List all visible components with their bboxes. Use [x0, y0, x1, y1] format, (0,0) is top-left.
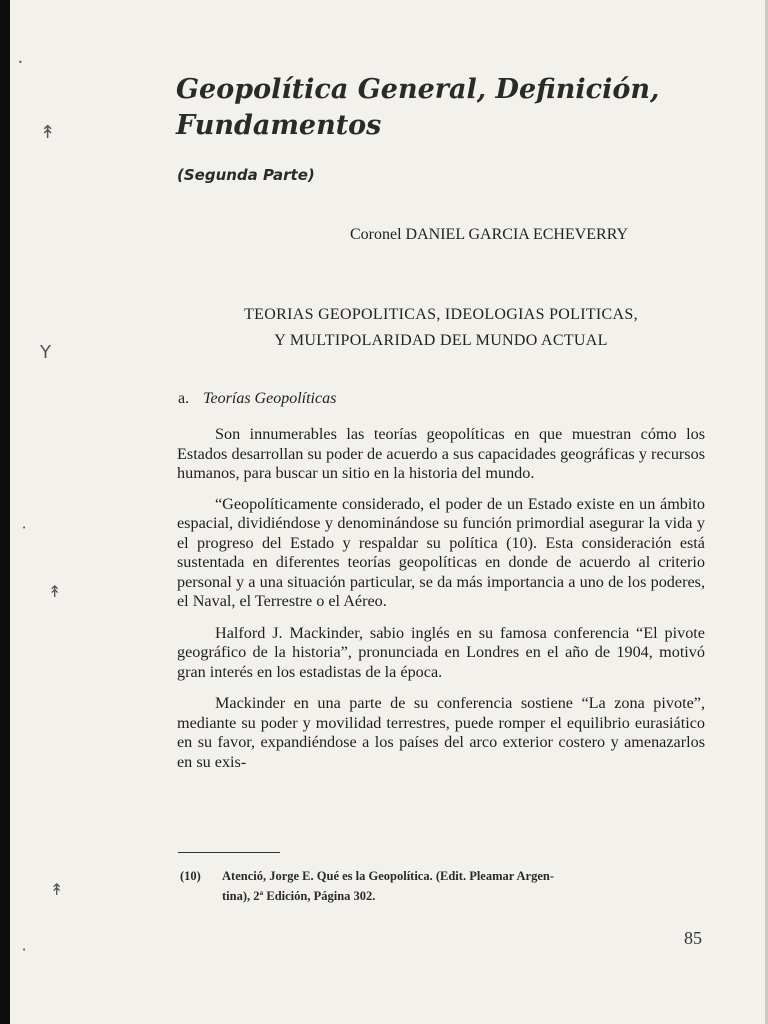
article-body — [177, 425, 705, 784]
scan-speck: ↟ — [50, 880, 64, 899]
author-byline: Coronel DANIEL GARCIA ECHEVERRY — [350, 226, 629, 243]
subsection-heading — [178, 390, 336, 408]
section-heading-line-1: TEORIAS GEOPOLITICAS, IDEOLOGIAS POLITICAS, — [244, 306, 638, 323]
paragraph: Son innumerables las teorías geopolíticas en que muestran cómo los Estados desarrollan su poder de acuerdo a sus capacidades geográficas y recursos humanos, para buscar un sitio en la historia del mundo. — [177, 425, 705, 482]
footnote — [180, 866, 708, 906]
footnote-line-1: Atenció, Jorge E. Qué es la Geopolítica. (Edit. Pleamar Argen- — [222, 869, 555, 883]
scan-speck: Y — [40, 342, 51, 363]
footnote-number: (10) — [180, 869, 201, 883]
footnote-line-2: tina), 2ª Edición, Página 302. — [222, 889, 376, 903]
section-heading — [176, 302, 706, 354]
article-subtitle: (Segunda Parte) — [177, 166, 315, 184]
subsection-title: Teorías Geopolíticas — [203, 390, 337, 407]
title-line-1: Geopolítica General, Definición, — [176, 74, 660, 105]
scan-speck: • — [22, 946, 27, 954]
subsection-letter: a. — [178, 390, 190, 407]
section-heading-line-2: Y MULTIPOLARIDAD DEL MUNDO ACTUAL — [274, 332, 608, 349]
scan-speck: • — [22, 524, 27, 532]
scan-speck: • — [18, 58, 23, 67]
page-number: 85 — [684, 928, 702, 948]
title-line-2: Fundamentos — [176, 110, 382, 141]
paragraph: Halford J. Mackinder, sabio inglés en su famosa conferencia “El pivote geográfico de la historia”, pronunciada en Londres en el año de 1904, motivó gran interés en los estadistas de la época. — [177, 623, 705, 681]
scan-speck: ↟ — [48, 582, 62, 601]
footnote-divider — [178, 852, 280, 853]
paragraph: “Geopolíticamente considerado, el poder de un Estado existe en un ámbito espacial, dividiéndose y denominándose su función primordial asegurar la vida y el progreso del Estado y respaldar su política (10). Esta consideración está sustentada en diferentes teorías geopolíticas en donde de acuerdo al criterio personal y a una situación particular, se da más importancia a uno de los poderes, el Naval, el Terrestre o el Aéreo. — [177, 494, 705, 610]
scan-page-edge — [0, 0, 10, 1024]
scan-speck: ↟ — [40, 122, 56, 143]
paragraph: Mackinder en una parte de su conferencia sostiene “La zona pivote”, mediante su poder y movilidad terrestres, puede romper el equilibrio eurasiático en su favor, expandiéndose a los países del arco exterior costero y amenazarlos en su exis- — [177, 694, 705, 771]
article-title — [176, 72, 696, 144]
